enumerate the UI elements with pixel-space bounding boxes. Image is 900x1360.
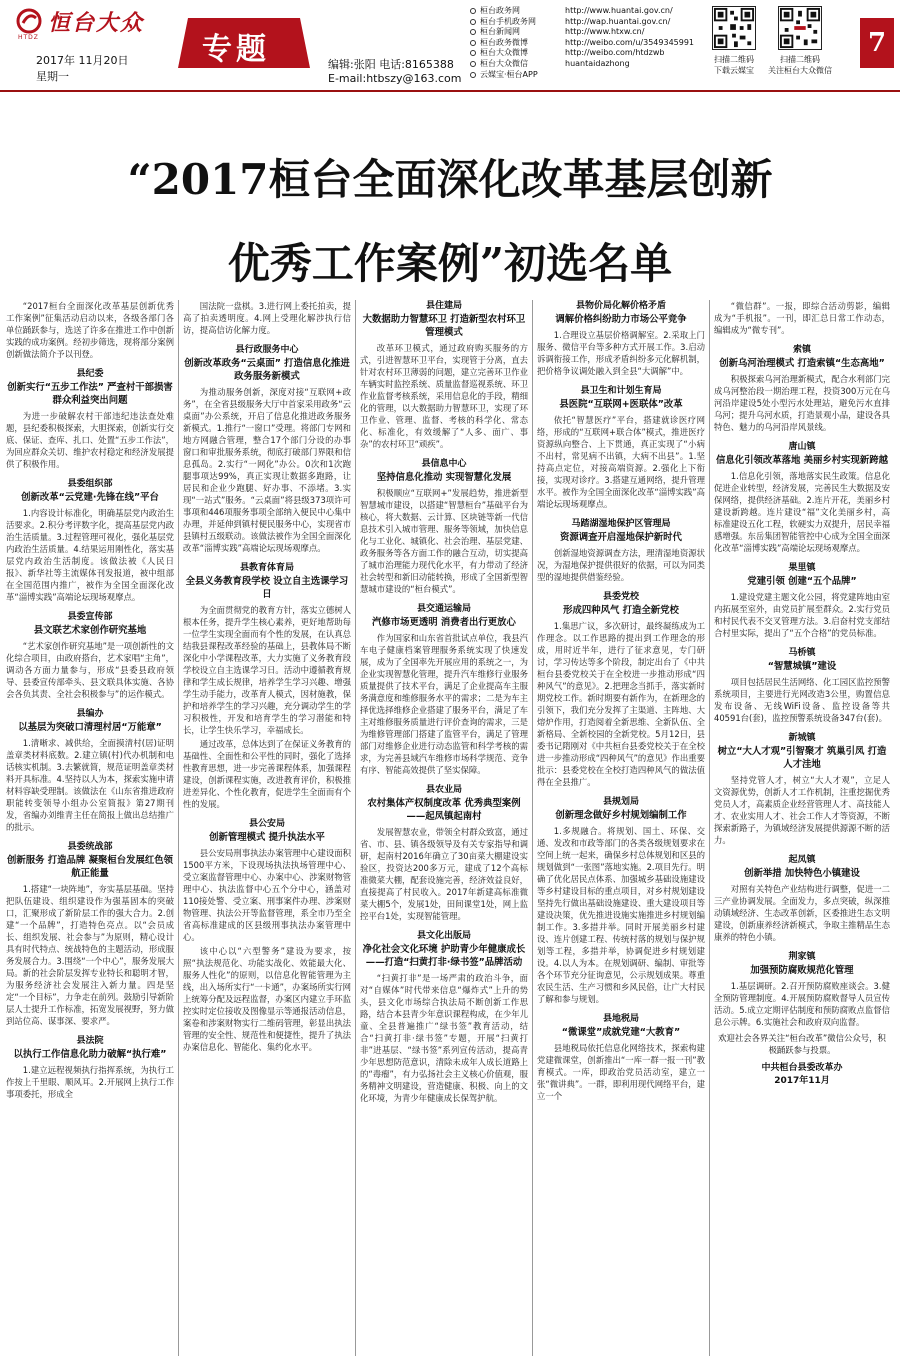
email-line: E-mail:htbszy@163.com — [328, 72, 462, 85]
section-title: 大数据助力智慧环卫 打造新型农村环卫管理模式 — [362, 314, 526, 338]
section-title: “微课堂”成就党建“大教育” — [561, 1027, 681, 1038]
section-title: 坚持信息化推动 实现智慧化发展 — [376, 472, 512, 483]
section-title: 树立“大人才观”引智聚才 筑巢引凤 打造人才洼地 — [717, 746, 887, 770]
section-body: 1.基层调研。2.召开预防腐败座谈会。3.健全预防管理制度。4.开展预防腐败督导人员宣传活动。5.成立定期评估制度和预防腐败点监督信息公示牌。6.实施社会和政府双向监督。 — [714, 981, 890, 1027]
section-heading — [6, 708, 174, 734]
section-body: 1.合理设立基层价格调解室。2.采取上门服务、微信平台等多种方式开展工作。3.启动诉调衔接工作，形成矛盾纠纷多元化解机制，把价格争议调处融入到全县“大调解”中。 — [537, 330, 705, 376]
section-heading — [6, 611, 174, 637]
column-divider — [355, 300, 356, 1356]
section-heading — [537, 1013, 705, 1039]
media-name: 云媒宝·桓台APP — [480, 69, 538, 79]
section-body: 县公安局刑事执法办案管理中心建设面积1500平方米，下设现场执法执场管理中心、受立案监督管理中心、办案中心、涉案财物管理中心、执法监督中心五个分中心，涵盖对110接处警、受立案、刑事案件办理、涉案财物管理、执法公开等监督管理，系全市乃至全省高标准建成的区县级刑事执法办案管理中心。 — [183, 848, 351, 942]
section-body: 改革环卫模式，通过政府购买服务的方式，引进智慧环卫平台，实现管于分离，直去针对农村环卫薄弱的问题，建立完善环卫作业车辆实时监控系统、质量监督巡视系统、环卫作业监督考核系统，采用信息化的手段，精细化的管理，以大数据助力智慧环卫，实现了环卫作业、管理、监督、考核的科学化、常态化、标准化，有效缓解了“人多、面广、事杂”的农村环卫“顽疾”。 — [360, 343, 528, 449]
column-divider — [532, 300, 533, 1356]
section-org: 县规划局 — [602, 797, 639, 807]
qr-code-wechat-icon[interactable] — [778, 6, 822, 50]
section-title: 创新改革“云党建·先锋在线”平台 — [21, 492, 159, 503]
media-row — [470, 48, 700, 59]
section-body: 1.多规融合。将规划、国土、环保、交通、发改和市政等部门的各类各级规划要求在空间上统一起来，确保乡村总体规划和区县的规划做到“一张图”落地实施。2.项目先行。明确了优化居民点体系、加强城乡基础设施建设等乡村建设目标的重点项目，对乡村规划建设坚持先行做出基础设施建设、重大建设项目等建设决策，优先推进设施实施推进乡村规划编制工作。3.多措并举。同时开展美丽乡村建设、连片创建工程、传统村落的规划与保护规划等工程，多措并举，协调促进乡村规划建设。4.以人为本。在规划调研、编制、审批等各个环节充分征询意见，公示规划成果。尊重农民生活、生产习惯和乡风民俗，让广大村民了解和参与规划。 — [537, 826, 705, 1004]
topic-tab — [178, 18, 310, 68]
section-org: 县委组织部 — [67, 479, 113, 489]
section-org: 县文化出版局 — [416, 931, 471, 941]
qr-caption-line: 扫描二维码 — [714, 55, 754, 64]
section-org: 县物价局化解价格矛盾 — [575, 301, 666, 311]
issue-date: 2017年 11月20日 — [36, 54, 129, 67]
section-title: 县文联艺术家创作研究基地 — [33, 625, 147, 636]
media-name: 桓台手机政务网 — [480, 16, 536, 26]
media-url[interactable]: http://www.htxw.cn/ — [565, 27, 645, 37]
qr-caption-app — [702, 54, 766, 76]
section-org: 县农业局 — [425, 785, 462, 795]
section-title: 以基层为突破口清理村居“万能章” — [18, 722, 162, 733]
section-heading — [714, 732, 890, 771]
section-body: 通过改革，总体达到了在保证义务教育的基础性、全面性和公平性的同时，强化了选择性教育思想，进一步完善课程体系，加强课程建设，创新课程实施，改进教育评价，积极推进差异化、个性化教育，促进学生全面而有个性的发展。 — [183, 739, 351, 809]
section-org: 县住建局 — [425, 301, 462, 311]
section-org: 县编办 — [76, 709, 104, 719]
section-body: “扫黄打非”是一场严肃的政治斗争，面对“自媒体”时代带来信息“爆炸式”上升的势头，县文化市场综合执法局不断创新工作思路，结合本县青少年意识课程构成，在少年儿童、全县普遍推广“绿书签”教育活动，结合“扫黄打非·绿书签”专题，开展“扫黄打非”进基层、“绿书签”系列宣传活动，提高青少年思想防范意识，清除未成年人成长道路上的“毒瘤”，有力弘扬社会主义核心价值观，服务精神文明建设，营造健康、积极、向上的文化环境，为青少年健康成长保驾护航。 — [360, 973, 528, 1103]
logo-text: 恒台大众 — [48, 10, 145, 36]
qr-caption-line: 扫描二维码 — [780, 55, 820, 64]
section-heading — [6, 1035, 174, 1061]
section-heading — [360, 300, 528, 339]
media-list — [470, 6, 700, 80]
section-org: 新城镇 — [788, 733, 816, 743]
issue-weekday: 星期一 — [36, 70, 69, 83]
section-heading — [360, 784, 528, 823]
section-heading — [183, 562, 351, 601]
media-url[interactable]: http://weibo.com/htdzwb — [565, 48, 665, 58]
section-org: 县地税局 — [602, 1014, 639, 1024]
section-body: 1.内容设计标准化，明确基层党内政治生活要求。2.积分考评数字化，提高基层党内政治生活质量。3.过程管理可视化，强化基层党内政治生活质量。4.结果运用刚性化，落实基层党内政治生活制度。该做法被《人民日报》、新华社等主流媒体刊发报道，被中组部在全国范围内推广，被作为全国全面深化改革“淄博实践”高端论坛现场观摩点。 — [6, 508, 174, 602]
masthead — [0, 0, 900, 92]
section-title: 党建引领 创建“五个品牌” — [747, 576, 857, 587]
section-body: 项目包括居民生活网络、化工园区监控预警系统项目，主要进行光网改造3公里，购置信息发布设备、无线WiFi设备、监控设备等共40591台(套)，监控预警系统设备347台(套)。 — [714, 677, 890, 723]
qr-code-app-icon[interactable] — [712, 6, 756, 50]
column-divider — [709, 300, 710, 1356]
section-title: 汽修市场更透明 消费者出行更放心 — [372, 617, 516, 628]
section-title: 资源调查开启湿地保护新时代 — [560, 532, 682, 543]
section-body: 1.建立远程视频执行指挥系统，为执行工作按上千里眼、顺风耳。2.开展网上执行工作事项委托，形成全 — [6, 1065, 174, 1099]
section-body: 该中心以“六型警务”建设为要求，按照“执法规范化、功能实战化、效能最大化、服务人性化”的原则，以信息化智能管理为主线，出入场所实行“一卡通”，办案场所实行网上统筹分配及远程监督，办案区内建立手环监控实时定位接收及图像显示等通报活动信息，案卷和涉案财物实行二维码管理，彰显出执法管理的安全性、规范性和便捷性，提升了执法办案信息化、智能化、集约化水平。 — [183, 946, 351, 1052]
logo-emblem-icon — [16, 8, 42, 34]
section-heading — [537, 518, 705, 544]
section-title: 净化社会文化环境 护助青少年健康成长——打造“扫黄打非·绿书签”品牌活动 — [362, 944, 526, 968]
section-heading — [537, 385, 705, 411]
headline-line-1: “2017桓台全面深化改革基层创新 — [127, 155, 773, 204]
media-row — [470, 27, 700, 38]
section-org: 县信息中心 — [421, 459, 467, 469]
closing-organization: 中共桓台县委改革办 — [761, 1063, 843, 1073]
section-heading — [6, 841, 174, 880]
section-title: 创新理念做好乡村规划编制工作 — [555, 810, 687, 821]
section-title: 县医院“互联网+医联体”改革 — [559, 399, 683, 410]
section-heading — [537, 591, 705, 617]
section-title: 加强预防腐败规范化管理 — [750, 965, 854, 976]
section-org: 县卫生和计划生育局 — [580, 386, 662, 396]
section-body: 为进一步破解农村干部违纪违法查处难题，县纪委积极探索，大胆探索，创新实行交底、保证、查库、扎口、处置“五步工作法”，为回应群众关切、维护农村稳定和经济发展提供了积极作用。 — [6, 411, 174, 469]
media-row — [470, 6, 700, 17]
section-body: 作为国家和山东省首批试点单位，我县汽车电子健康档案管理服务系统实现了快速发展，成为了全国率先开展应用的系统之一，为企业实现智慧化管理，提升汽车维修行业服务质量提供了技术平台，满足了企业提高车主服务满意度和维修服务水平的需求；二是为车主择优选择维修企业搭建了服务平台，满足了车主对维修服务质量进行评价查询的需求，三是为维修管理部门搭建了监管平台，满足了管理部门对维修企业进行动态监管和科学考核的需求，为完善县域汽车维修市场科学规范、竞争有序、智能高效提供了坚实保障。 — [360, 633, 528, 775]
section-body: 创新湿地资源调查方法，理清湿地资源状况，为湿地保护提供很好的依据，可以为同类型的湿地提供借鉴经验。 — [537, 548, 705, 582]
section-heading — [183, 344, 351, 383]
article-columns — [6, 300, 896, 1356]
section-body: 1.建设党建主题文化公园，将党建阵地由室内拓展至室外，由党员扩展至群众。2.实行党员和村民代表不交叉管理方法。3.启奋村党支部结合村里实际，提出了“五个合格”的党员标准。 — [714, 592, 890, 638]
section-title: “智慧城镇”建设 — [767, 661, 837, 672]
section-heading — [6, 478, 174, 504]
closing-date: 2017年11月 — [774, 1076, 830, 1086]
section-title: 创新乌河治理模式 打造索镇“生态高地” — [719, 358, 885, 369]
column-2 — [183, 300, 351, 1356]
bullet-icon — [470, 61, 476, 67]
section-body: “艺术家创作研究基地”是一项创新性的文化综合项目，由政府搭台，艺术家唱“主角”，调动各方面力量参与，形成“县委县政府领导、县委宣传部牵头、县文联具体实施、各协会各负其责、全社会积极参与”的运作模式。 — [6, 641, 174, 699]
bullet-icon — [470, 29, 476, 35]
section-body: 1.集思广议，多次研讨，最终凝练成为工作理念。以工作思路的提出到工作理念的形成，用时近半年，进行了征求意见，专门研讨，学习传达等多个阶段，制定出台了《中共桓台县委党校关于在全校进一步推动形成“四种风气”的意见》。2.把理念当抓手，落实新时期党校工作。新时期要有新作为，在新理念的引领下，我们充分发挥了主渠道、主阵地、大熔炉作用，打造阅着全新思维、全新队伍、全新格局、全新校园的全新党校。5月12日，县委书记隋刚对《中共桓台县委党校关于在全校进一步推动形成“四种风气”的意见》作出重要批示：县委党校在全校打造四种风气的做法值得在全县推广。 — [537, 621, 705, 787]
bullet-icon — [470, 8, 476, 14]
section-org: 县纪委 — [76, 369, 104, 379]
newspaper-logo — [16, 6, 166, 40]
section-title: 以执行工作信息化助力破解“执行难” — [13, 1049, 167, 1060]
bullet-icon — [470, 19, 476, 25]
section-org: 马桥镇 — [788, 648, 816, 658]
section-body: 1.搭建“一块阵地”，夯实基层基础。坚持把队伍建设、组织建设作为强基固本的突破口，汇聚形成了新阶层工作的强大合力。2.创建“一个品牌”，打造特色亮点。以“会员成长、组织发展、社会参与”为原则，精心设计具有时代特点、统战特色的主题活动，形成服务发展合力。3.围绕“一个中心”，服务发展大局。新的社会阶层发挥专业特长和聪明才智，为服务经济社会发展注入新力量。四是坚定“一个目标”，力争走在前列。鼓励引导新阶层人士提升工作标准，拓宽发展视野，努力做到站位高、谋事深、要求严。 — [6, 884, 174, 1026]
headline-line-2: 优秀工作案例”初选名单 — [227, 239, 673, 288]
column-divider — [178, 300, 179, 1356]
section-title: 创新管理模式 提升执法水平 — [209, 832, 325, 843]
section-org: 起凤镇 — [788, 855, 816, 865]
section-heading — [714, 951, 890, 977]
column-5 — [714, 300, 890, 1356]
column-4 — [537, 300, 705, 1356]
main-headline — [0, 138, 900, 306]
media-url[interactable]: http://www.huantai.gov.cn/ — [565, 6, 673, 15]
section-org: 荆家镇 — [788, 952, 816, 962]
section-body: 1.清晰求、减供给，全面摸清村(居)证明盖章类材料底数。2.建立镇(村)代办机制和电话核实机制。3.去繁就简，规范证明盖章类材料开具标准。4.坚持以人为本，探索实施申请材料容缺受理制。该做法在《山东省推进政府职能转变领导小组办公室简报》第27期刊发，省编办刘维青主任在简报上做出总结推广的批示。 — [6, 738, 174, 832]
section-heading — [714, 854, 890, 880]
section-body: 为全面贯彻党的教育方针，落实立德树人根本任务，提升学生核心素养，更好地帮助每一位学生实现全面而有个性的发展，在认真总结我县课程改革经验的基础上，县教体局不断深化中小学课程改革，大力实施了义务教育段学校设立自主选课学习日。活动中遵循教育规律和学生成长规律，培养学生学习兴趣、增强学生动手能力，改革育人模式，因材施教，保护和培养学生的学习兴趣，充分调动学生的学习积极性，开发和培育学生的学习潜能和特长，让学生快乐学习，幸福成长。 — [183, 605, 351, 735]
section-org: 唐山镇 — [788, 442, 816, 452]
section-heading — [714, 562, 890, 588]
qr-caption-wechat — [768, 54, 832, 76]
media-url: huantaidazhong — [565, 58, 630, 68]
section-heading — [360, 458, 528, 484]
section-org: 县教育体育局 — [239, 563, 294, 573]
qr-caption-line: 关注桓台大众微信 — [768, 66, 832, 75]
section-body: 坚持党管人才，树立“大人才观”，立足人文资源优势，创新人才工作机制，注重挖掘优秀党员人才，高素质企业经营管理人才、高技能人才、农业实用人才、社会工作人才等资源，不断探索新路子，为镇域经济发展提供源源不断的活力。 — [714, 775, 890, 845]
section-org: 马踏湖湿地保护区管理局 — [571, 519, 671, 529]
media-url[interactable]: http://wap.huantai.gov.cn/ — [565, 16, 671, 26]
section-org: 县法院 — [76, 1036, 104, 1046]
section-org: 县行政服务中心 — [235, 345, 299, 355]
media-row — [470, 38, 700, 49]
column-1 — [6, 300, 174, 1356]
qr-caption-line: 下载云媒宝 — [714, 66, 754, 75]
bullet-icon — [470, 72, 476, 78]
section-org: 县委宣传部 — [67, 612, 113, 622]
section-body: 对照有关特色产业结构进行调整，促进一二三产业协调发展。全面发力，多点突破，纵深推动镇域经济、生态改革创新，区委推进生态文明建设，创新康养经济新模式，争取主推精品生态康养的特色小镇。 — [714, 884, 890, 942]
section-heading — [537, 300, 705, 326]
topic-label: 专题 — [202, 32, 270, 67]
section-body: 1.信息化引领，落地落实民生政策。信息化促进企业转型，经济发展，完善民生大数据及安保网络，提供经济基础。2.连片开花，美丽乡村建设新跨越。连片建设“福”文化美丽乡村，高标准建设五化工程，软硬实力双提升，居民幸福感增强。东岳集团智能管控中心成为全国全面深化改革“淄博实践”高端论坛现场观摩点。 — [714, 471, 890, 553]
section-body: 依托“智慧医疗”平台，搭建就诊医疗网络，形成的“互联网+联合体”模式，推进医疗资源纵向整合、上下贯通，真正实现了“小病不出村，常见病不出镇，大病不出县”。1.坚持高点定位，对接高端资源。2.强化上下衔接，实现对诊疗。3.搭建互通网络，提升管理水平。被作为全国全面深化改革“淄博实践”高端论坛现场观摩点。 — [537, 415, 705, 509]
section-title: 调解价格纠纷助力市场公平竞争 — [555, 314, 687, 325]
media-url[interactable]: http://weibo.com/u/3549345991 — [565, 37, 695, 47]
page-number: 7 — [860, 18, 894, 68]
section-heading — [183, 818, 351, 844]
media-name: 桓台大众微信 — [480, 58, 528, 68]
section-title: 信息化引领改革落地 美丽乡村实现新跨越 — [715, 455, 888, 466]
continued-paragraph: “微信群”。一报，即综合活动剪影，编辑成为“手机报”。一刊，即汇总日常工作动态，编辑成为“微专刊”。 — [714, 301, 890, 335]
media-row — [470, 70, 700, 81]
section-heading — [6, 368, 174, 407]
media-name: 桓台新闻网 — [480, 27, 520, 37]
continued-paragraph: 国法院一盘棋。3.进行网上委托拍卖，提高了拍卖透明度。4.网上受理化解涉执行信访，提高信访化解力度。 — [183, 301, 351, 335]
section-title: 创新举措 加快特色小镇建设 — [744, 868, 860, 879]
section-title: 形成四种风气 打造全新党校 — [563, 605, 679, 616]
media-row — [470, 17, 700, 28]
section-org: 索镇 — [792, 345, 811, 355]
media-name: 桓台大众微博 — [480, 48, 528, 58]
section-title: 全县义务教育段学校 设立自主选课学习日 — [185, 576, 349, 600]
section-heading — [537, 796, 705, 822]
section-org: 县交通运输局 — [416, 604, 471, 614]
editor-line: 编辑:张阳 电话:8165388 — [328, 58, 454, 71]
section-title: 创新实行“五步工作法” 严查村干部损害群众利益突出问题 — [7, 382, 173, 406]
section-heading — [360, 603, 528, 629]
column-3 — [360, 300, 528, 1356]
section-body: 发展智慧农业，带领全村群众致富，通过省、市、县、镇各级领导及有关专家指导和调研，起南村2016年确立了30亩菜大棚建设实验区，投资达200多万元，建成了12个高标准微菜大棚，配套设施完善，经济效益良好，直接提高了村民收入。2017年新建高标准微菜大棚5个，发展1处，田间课堂1处，网上监控平台1处，实现智能管理。 — [360, 827, 528, 921]
media-name: 桓台政务网 — [480, 6, 520, 15]
section-org: 县公安局 — [248, 819, 285, 829]
section-org: 果里镇 — [788, 563, 816, 573]
section-body: 为推动服务创新，深度对接“互联网+政务”，在全省县级服务大厅中首家采用政务“云桌面”办公系统，开启了信息化推进政务服务新模式。1.推行“一窗口”受理。将部门专网和地方网融合管理，整合17个部门分设的办事窗口和审批服务系统，彻底打破部门界限和信息孤岛。2.实行“一网化”办公。0次和1次跑腿事项达99%，真正实现让数据多跑路，让居民和企业少跑腿、好办事、不添堵。3.实现“一站式”服务。“云桌面”将县级373项许可事项和446项服务事项全部纳入便民中心集中办理，并延伸到镇村便民服务中心，实现省市县镇村五级联动。该做法被作为全国全面深化改革“淄博实践”高端论坛现场观摩点。 — [183, 387, 351, 553]
section-body: 积极探索乌河治理新模式，配合水利部门完成乌河整治段一期治理工程，投资300万元在乌河沿岸建设5处小型污水处理站，避免污水直排乌河；提升乌河水质，打造景观小品，建设各具特色、魅力的乌河沿岸风景线。 — [714, 374, 890, 432]
closing-note: 欢迎社会各界关注“桓台改革”微信公众号，积极踊跃参与投票。 — [718, 1033, 886, 1055]
section-title: 农村集体产权制度改革 优秀典型案例——起凤镇起南村 — [367, 798, 521, 822]
section-heading — [714, 344, 890, 370]
intro-paragraph: “2017桓台全面深化改革基层创新优秀工作案例”征集活动启动以来，各级各部门各单位踊跃参与，选送了许多在推进工作中创新实践的成功案例。经初步筛选，现将部分案例创新做法简介予以刊登。 — [6, 301, 174, 359]
logo-sub: HTDZ — [18, 34, 39, 41]
bullet-icon — [470, 40, 476, 46]
media-name: 桓台政务微博 — [480, 37, 528, 47]
section-body: 积极顺应“互联网+”发展趋势，推进新型智慧城市建设，以搭建“智慧桓台”基础平台为核心，将大数据、云计算、区块链等新一代信息技术引入城市管理、服务等领域，加快信息化与工业化、城镇化、社会治理、基层党建、政务服务等各方面工作的融合互动，切实提高了城市治理能力现代化水平，有力带动了经济社会转型和新旧动能转换，形成了全国新型智慧城市建设的“桓台模式”。 — [360, 488, 528, 594]
section-org: 县委统战部 — [67, 842, 113, 852]
media-row — [470, 59, 700, 70]
bullet-icon — [470, 50, 476, 56]
section-body: 县地税局依托信息化网络技术，探索构建党建微课堂，创新推出“一库一群一报一刊”教育模式。一库，即政治党员活动室，建立一张“微讲典”。一群，即利用现代网络平台，建立一个 — [537, 1043, 705, 1101]
section-heading — [714, 441, 890, 467]
section-title: 创新改革政务“云桌面” 打造信息化推进政务服务新模式 — [184, 358, 350, 382]
section-heading — [360, 930, 528, 969]
section-title: 创新服务 打造品牌 凝聚桓台发展红色领航正能量 — [7, 855, 173, 879]
section-org: 县委党校 — [602, 592, 639, 602]
section-heading — [714, 647, 890, 673]
